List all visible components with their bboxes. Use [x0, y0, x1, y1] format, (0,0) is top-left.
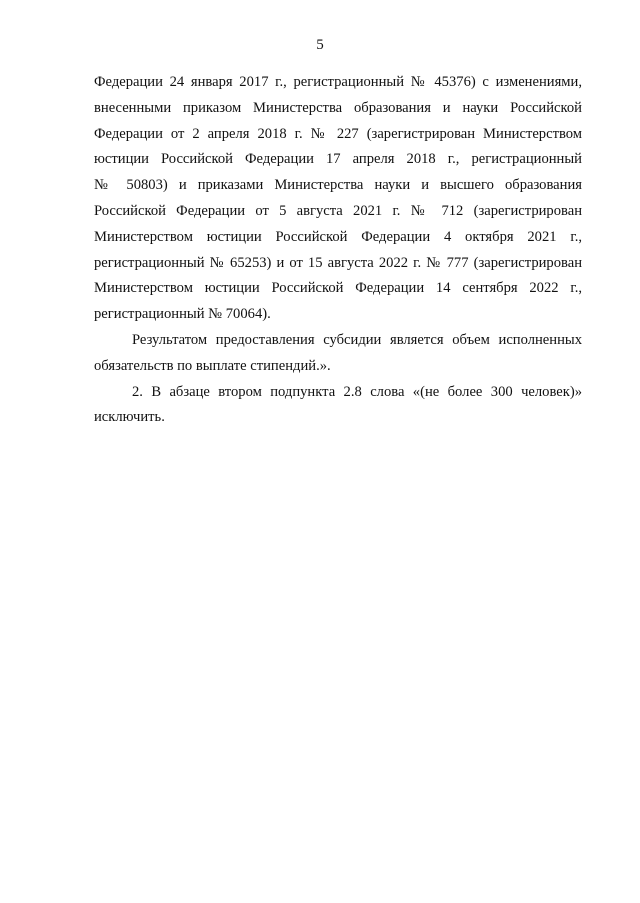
paragraph-2-line-1: Результатом предоставления субсидии является объем исполненных — [132, 331, 582, 348]
paragraph-1-line-3: Федерации от 2 апреля 2018 г. № 227 (зарегистрирован Министерством — [94, 125, 582, 142]
paragraph-2 — [94, 328, 582, 380]
paragraph-2-line-2: обязательств по выплате стипендий.». — [94, 357, 331, 374]
paragraph-1-line-9: Министерством юстиции Российской Федерации 14 сентября 2022 г., — [94, 280, 582, 297]
page-number: 5 — [316, 37, 324, 53]
paragraph-3 — [94, 380, 582, 432]
paragraph-1-line-10: регистрационный № 70064). — [94, 306, 271, 323]
document-body — [94, 70, 582, 431]
paragraph-3-line-2: исключить. — [94, 409, 165, 426]
paragraph-3-line-1: 2. В абзаце втором подпункта 2.8 слова «(не более 300 человек)» — [132, 383, 582, 400]
paragraph-1-line-2: внесенными приказом Министерства образования и науки Российской — [94, 99, 582, 116]
paragraph-1-line-8: регистрационный № 65253) и от 15 августа 2022 г. № 777 (зарегистрирован — [94, 254, 582, 271]
paragraph-1-line-7: Министерством юстиции Российской Федерации 4 октября 2021 г., — [94, 228, 582, 245]
paragraph-1-line-4: юстиции Российской Федерации 17 апреля 2018 г., регистрационный — [94, 151, 582, 168]
paragraph-1-line-1: Федерации 24 января 2017 г., регистрационный № 45376) с изменениями, — [94, 74, 582, 90]
paragraph-1-line-5: № 50803) и приказами Министерства науки и высшего образования — [94, 177, 582, 194]
paragraph-1-line-6: Российской Федерации от 5 августа 2021 г. № 712 (зарегистрирован — [94, 202, 582, 219]
paragraph-1 — [94, 70, 582, 328]
